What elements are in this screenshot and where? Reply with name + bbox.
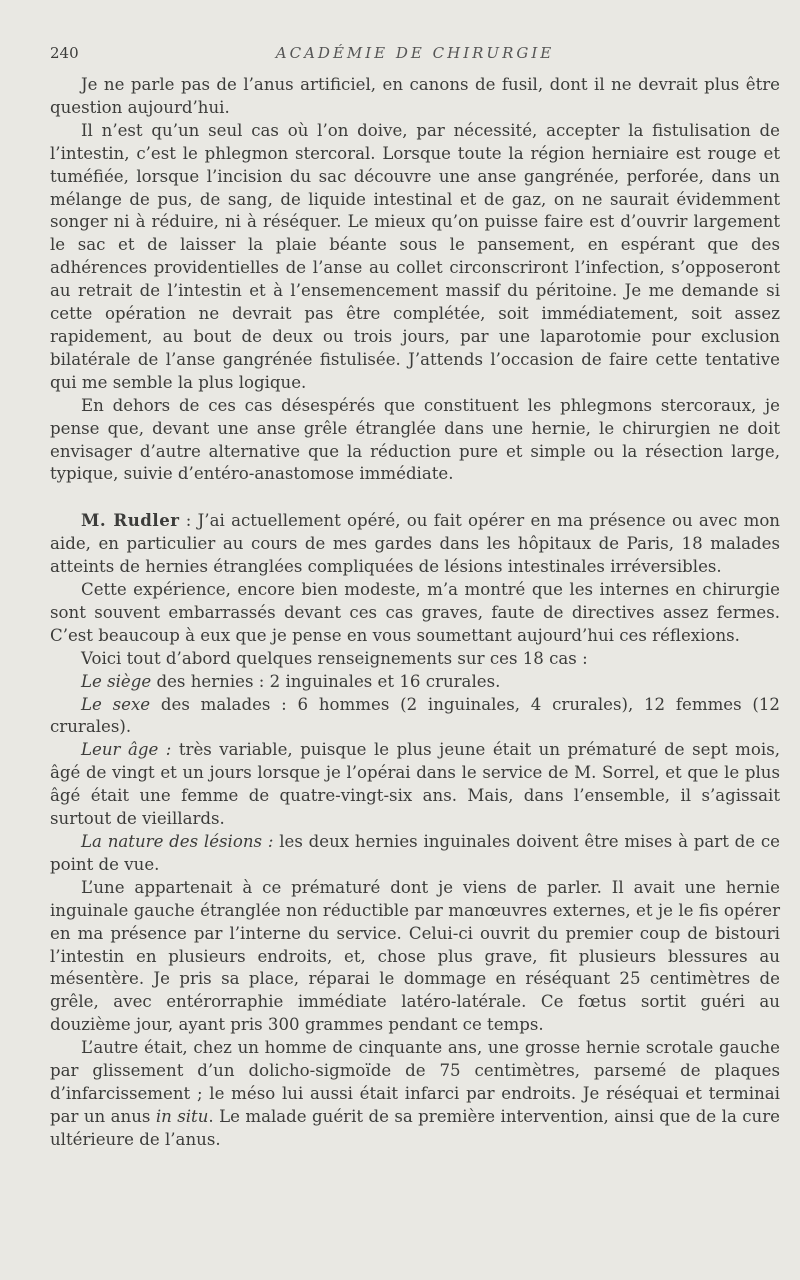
paragraph: M. Rudler : J’ai actuellement opéré, ou fait opérer en ma présence ou avec mon aide, en particulier au cours de mes gardes dans les hôpitaux de Paris, 18 malades atteints de hernies étranglées compliquées de lésions intestinales irréversibles. bbox=[50, 510, 780, 577]
page-header bbox=[50, 44, 780, 68]
italic-label: Le siège bbox=[81, 671, 152, 691]
page-number: 240 bbox=[50, 44, 79, 62]
paragraph: L’autre était, chez un homme de cinquante ans, une grosse hernie scrotale gauche par glissement d’un dolicho-sigmoïde de 75 centimètres, parsemé de plaques d’infarcissement ; le méso lui aussi était infarci par endroits. Je réséquai et terminai par un anus in situ. Le malade guérit de sa première intervention, ainsi que de la cure ultérieure de l’anus. bbox=[50, 1038, 781, 1149]
paragraph: La nature des lésions : les deux hernies inguinales doivent être mises à part de ce point de vue. bbox=[50, 832, 780, 874]
speaker-name: M. Rudler bbox=[81, 510, 180, 531]
paragraph: En dehors de ces cas désespérés que constituent les phlegmons stercoraux, je pense que, devant une anse grêle étranglée dans une hernie, le chirurgien ne doit envisager d’autre alternative que la réduction pure et simple ou la résection large, typique, suivie d’entéro-anastomose immédiate. bbox=[50, 395, 780, 484]
paragraph: Leur âge : très variable, puisque le plus jeune était un prématuré de sept mois, âgé de vingt et un jours lorsque je l’opérai dans le service de M. Sorrel, et que le plus âgé était une femme de quatre-vingt-six ans. Mais, dans l’ensemble, il s’agissait surtout de vieillards. bbox=[50, 740, 781, 829]
section-gap bbox=[50, 486, 780, 509]
running-title: ACADÉMIE DE CHIRURGIE bbox=[275, 44, 555, 62]
paragraph: Le sexe des malades : 6 hommes (2 inguinales, 4 crurales), 12 femmes (12 crurales). bbox=[50, 694, 780, 737]
body-text bbox=[50, 74, 780, 1152]
paragraph: Je ne parle pas de l’anus artificiel, en canons de fusil, dont il ne devrait plus être question aujourd’hui. bbox=[50, 75, 780, 117]
italic-phrase: in situ bbox=[155, 1106, 209, 1126]
italic-label: La nature des lésions : bbox=[81, 832, 274, 851]
paragraph: Voici tout d’abord quelques renseignements sur ces 18 cas : bbox=[81, 648, 588, 668]
paragraph: Cette expérience, encore bien modeste, m’a montré que les internes en chirurgie sont souvent embarrassés devant ces cas graves, faute de directives assez fermes. C’est beaucoup à eux que je pense en vous soumettant aujourd’hui ces réflexions. bbox=[50, 580, 780, 645]
paragraph: Le siège des hernies : 2 inguinales et 16 crurales. bbox=[81, 671, 501, 691]
italic-label: Leur âge : bbox=[81, 740, 172, 760]
paragraph: L’une appartenait à ce prématuré dont je viens de parler. Il avait une hernie inguinale gauche étranglée non réductible par manœuvres externes, et je le fis opérer en ma présence par l’interne du service. Celui-ci ouvrit du premier coup de bistouri l’intestin en plusieurs endroits, et, chose plus grave, fit plusieurs blessures au mésentère. Je pris sa place, réparai le dommage en réséquant 25 centimètres de grêle, avec entérorraphie immédiate latéro-latérale. Ce fœtus sortit guéri au douzième jour, ayant pris 300 grammes pendant ce temps. bbox=[50, 877, 780, 1035]
paragraph: Il n’est qu’un seul cas où l’on doive, par nécessité, accepter la fistulisation de l’intestin, c’est le phlegmon stercoral. Lorsque toute la région herniaire est rouge et tuméfiée, lorsque l’incision du sac découvre une anse gangrénée, perforée, dans un mélange de pus, de sang, de liquide intestinal et de gaz, on ne saurait évidemment songer ni à réduire, ni à réséquer. Le mieux qu’on puisse faire est d’ouvrir largement le sac et de laisser la plaie béante sous le pansement, en espérant que des adhérences providentielles de l’anse au collet circonscriront l’infection, s’opposeront au retrait de l’intestin et à l’ensemencement massif du péritoine. Je me demande si cette opération ne devrait pas être complétée, soit immédiatement, soit assez rapidement, au bout de deux ou trois jours, par une laparotomie pour exclusion bilatérale de l’anse gangrénée fistulisée. J’attends l’occasion de faire cette tentative qui me semble la plus logique. bbox=[50, 120, 780, 392]
italic-label: Le sexe bbox=[81, 694, 151, 714]
